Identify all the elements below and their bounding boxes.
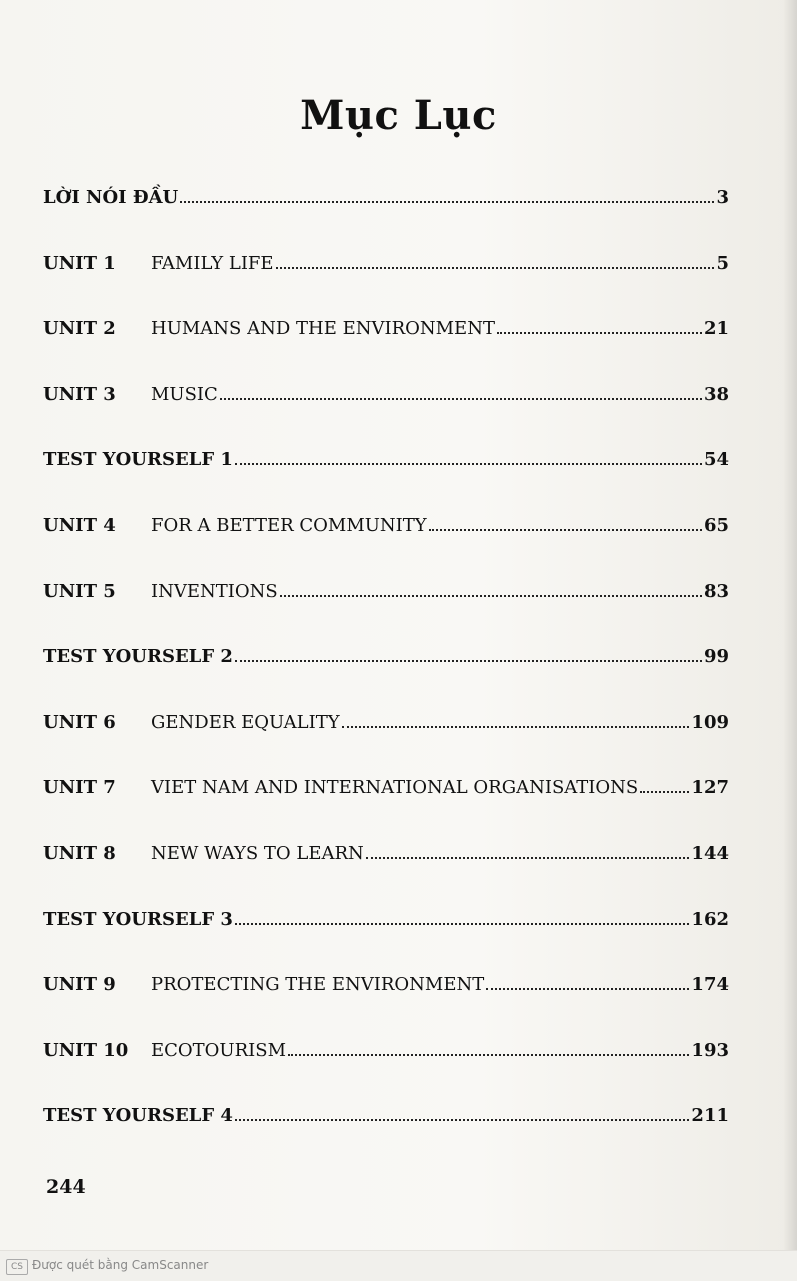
toc-entry bbox=[43, 375, 729, 405]
toc-dot-leader bbox=[220, 396, 702, 400]
toc-entry-page: 144 bbox=[691, 843, 729, 864]
toc-entry-label: UNIT 6 bbox=[43, 712, 116, 733]
toc-entry bbox=[43, 768, 729, 798]
toc-entry-label: UNIT 2 bbox=[43, 318, 116, 339]
toc-entry-page: 21 bbox=[703, 318, 729, 339]
toc-entry-label: TEST YOURSELF 2 bbox=[43, 646, 233, 667]
toc-entry bbox=[43, 506, 729, 536]
toc-entry-label: UNIT 4 bbox=[43, 515, 116, 536]
toc-entry-title: FAMILY LIFE bbox=[151, 253, 274, 274]
camscanner-logo-icon: CS bbox=[6, 1259, 28, 1275]
toc-entry-title: MUSIC bbox=[151, 384, 218, 405]
toc-dot-leader bbox=[497, 330, 702, 334]
toc-entry-label: UNIT 1 bbox=[43, 253, 116, 274]
toc-entry-page: 65 bbox=[703, 515, 729, 536]
toc-entry-label: TEST YOURSELF 1 bbox=[43, 449, 233, 470]
toc-entry-page: 3 bbox=[716, 187, 729, 208]
toc-entry-title: VIET NAM AND INTERNATIONAL ORGANISATIONS bbox=[151, 777, 639, 798]
toc-entry-page: 54 bbox=[703, 449, 729, 470]
toc-entry-label: UNIT 7 bbox=[43, 777, 116, 798]
page-title: Mục Lục bbox=[300, 92, 497, 139]
toc-dot-leader bbox=[640, 789, 689, 793]
toc-entry bbox=[43, 1096, 729, 1126]
toc-entry-label: TEST YOURSELF 4 bbox=[43, 1105, 233, 1126]
toc-entry-page: 99 bbox=[703, 646, 729, 667]
toc-entry-label: UNIT 9 bbox=[43, 974, 116, 995]
toc-entry bbox=[43, 244, 729, 274]
toc-dot-leader bbox=[366, 855, 690, 859]
toc-dot-leader bbox=[276, 265, 715, 269]
toc-entry bbox=[43, 572, 729, 602]
toc-dot-leader bbox=[280, 593, 702, 597]
toc-entry-label: LỜI NÓI ĐẦU bbox=[43, 187, 179, 208]
toc-dot-leader bbox=[235, 921, 690, 925]
toc-entry bbox=[43, 637, 729, 667]
toc-entry-page: 127 bbox=[691, 777, 729, 798]
toc-dot-leader bbox=[235, 1117, 690, 1121]
toc-entry-title: PROTECTING THE ENVIRONMENT bbox=[151, 974, 485, 995]
page-number: 244 bbox=[46, 1176, 86, 1198]
toc-entry-title: INVENTIONS bbox=[151, 581, 278, 602]
toc-entry-label: UNIT 3 bbox=[43, 384, 116, 405]
toc-dot-leader bbox=[235, 461, 702, 465]
toc-dot-leader bbox=[486, 986, 689, 990]
page-edge-shadow bbox=[783, 0, 797, 1250]
toc-entry-title: ECOTOURISM bbox=[151, 1040, 287, 1061]
toc-entry-label: UNIT 10 bbox=[43, 1040, 129, 1061]
toc-entry-page: 193 bbox=[691, 1040, 729, 1061]
toc-dot-leader bbox=[180, 199, 714, 203]
toc-entry-label: TEST YOURSELF 3 bbox=[43, 909, 233, 930]
toc-entry-page: 38 bbox=[703, 384, 729, 405]
toc-entry bbox=[43, 834, 729, 864]
toc-entry-page: 162 bbox=[691, 909, 729, 930]
toc-entry bbox=[43, 900, 729, 930]
toc-dot-leader bbox=[288, 1052, 689, 1056]
toc-dot-leader bbox=[342, 724, 690, 728]
toc-entry-page: 5 bbox=[716, 253, 729, 274]
toc-entry bbox=[43, 703, 729, 733]
toc-entry-label: UNIT 5 bbox=[43, 581, 116, 602]
toc-entry-page: 109 bbox=[691, 712, 729, 733]
toc-entry bbox=[43, 178, 729, 208]
toc-entry bbox=[43, 1031, 729, 1061]
toc-entry-title: HUMANS AND THE ENVIRONMENT bbox=[151, 318, 495, 339]
toc-entry bbox=[43, 440, 729, 470]
toc-dot-leader bbox=[235, 658, 702, 662]
toc-entry-label: UNIT 8 bbox=[43, 843, 116, 864]
toc-entry-title: FOR A BETTER COMMUNITY bbox=[151, 515, 427, 536]
toc-entry-page: 211 bbox=[691, 1105, 729, 1126]
toc-entry bbox=[43, 965, 729, 995]
toc-entry-page: 174 bbox=[691, 974, 729, 995]
toc-entry-title: GENDER EQUALITY bbox=[151, 712, 340, 733]
toc-entry-title: NEW WAYS TO LEARN bbox=[151, 843, 364, 864]
scanner-footer bbox=[0, 1250, 797, 1281]
toc-entry bbox=[43, 309, 729, 339]
toc-dot-leader bbox=[429, 527, 702, 531]
scanner-watermark-text: Được quét bằng CamScanner bbox=[32, 1258, 209, 1272]
toc-entry-page: 83 bbox=[703, 581, 729, 602]
